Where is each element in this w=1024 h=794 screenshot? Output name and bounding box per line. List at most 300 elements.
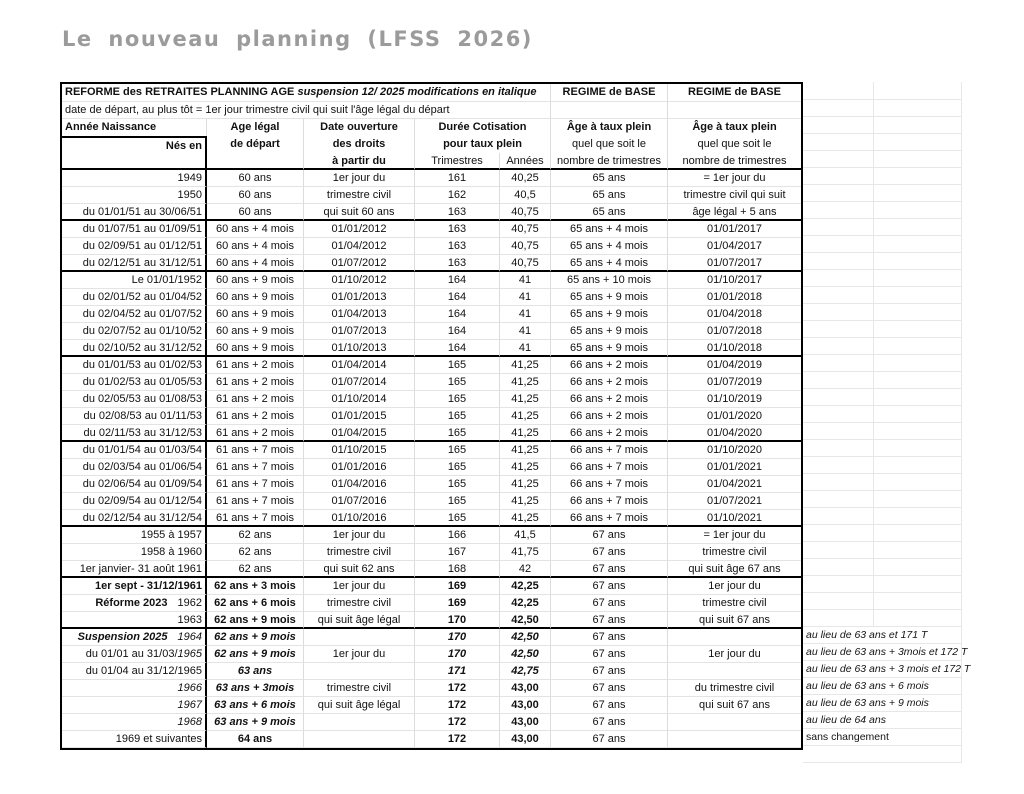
cell-age-taux-plein-base: 67 ans bbox=[551, 578, 668, 595]
cell-age-taux-plein-base: 66 ans + 2 mois bbox=[551, 391, 668, 408]
col-header-pour-taux-plein: pour taux plein bbox=[415, 136, 551, 153]
col-header-des-droits: des droits bbox=[304, 136, 415, 153]
cell-age-taux-plein-base: 65 ans bbox=[551, 204, 668, 221]
cell-date-ouverture: qui suit âge légal bbox=[304, 612, 415, 629]
table-row bbox=[62, 221, 801, 238]
cell-age-legal: 60 ans bbox=[207, 204, 304, 221]
table-row bbox=[62, 374, 801, 391]
cell-annees: 42,50 bbox=[500, 629, 551, 646]
planning-table bbox=[60, 82, 803, 750]
table-row bbox=[62, 340, 801, 357]
cell-age-legal: 60 ans + 9 mois bbox=[207, 323, 304, 340]
cell-date-ouverture: 01/01/2012 bbox=[304, 221, 415, 238]
cell-age-legal: 61 ans + 7 mois bbox=[207, 510, 304, 527]
cell-date-ouverture: 1er jour du bbox=[304, 170, 415, 187]
cell-naissance: Suspension 2025 1964 bbox=[62, 629, 207, 646]
cell-naissance: du 01/07/51 au 01/09/51 bbox=[62, 221, 207, 238]
cell-trimestres: 165 bbox=[415, 357, 500, 374]
cell-age-legal: 62 ans + 3 mois bbox=[207, 578, 304, 595]
cell-naissance: du 01/01/54 au 01/03/54 bbox=[62, 442, 207, 459]
col-header-date-ouverture: Date ouverture bbox=[304, 119, 415, 136]
cell-age-legal: 61 ans + 7 mois bbox=[207, 442, 304, 459]
cell-age-taux-plein-base: 66 ans + 2 mois bbox=[551, 425, 668, 442]
cell-age-legal: 63 ans + 6 mois bbox=[207, 697, 304, 714]
cell-naissance: 1969 et suivantes bbox=[62, 731, 207, 748]
cell-age-taux-plein-regime2 bbox=[668, 663, 801, 680]
cell-naissance: 1955 à 1957 bbox=[62, 527, 207, 544]
grid-row bbox=[803, 406, 962, 423]
cell-age-legal: 63 ans + 3mois bbox=[207, 680, 304, 697]
cell-date-ouverture: 01/07/2013 bbox=[304, 323, 415, 340]
table-row bbox=[62, 697, 801, 714]
table-row bbox=[62, 391, 801, 408]
cell-age-taux-plein-base: 66 ans + 2 mois bbox=[551, 374, 668, 391]
cell-naissance: du 01/04 au 31/12/1965 bbox=[62, 663, 207, 680]
cell-age-legal: 63 ans + 9 mois bbox=[207, 714, 304, 731]
regime-base-header-1: REGIME de BASE bbox=[551, 84, 668, 102]
cell-age-taux-plein-regime2: 01/07/2018 bbox=[668, 323, 801, 340]
cell-age-legal: 63 ans bbox=[207, 663, 304, 680]
cell-age-taux-plein-regime2: 01/01/2020 bbox=[668, 408, 801, 425]
cell-naissance: du 02/12/54 au 31/12/54 bbox=[62, 510, 207, 527]
cell-age-legal: 60 ans bbox=[207, 187, 304, 204]
table-header-row-4 bbox=[62, 136, 801, 153]
cell-age-taux-plein-base: 66 ans + 7 mois bbox=[551, 459, 668, 476]
cell-trimestres: 161 bbox=[415, 170, 500, 187]
grid-row bbox=[803, 372, 962, 389]
cell-age-taux-plein-regime2 bbox=[668, 731, 801, 748]
cell-date-ouverture: 1er jour du bbox=[304, 646, 415, 663]
cell-annees: 40,75 bbox=[500, 238, 551, 255]
table-row bbox=[62, 731, 801, 748]
grid-row bbox=[803, 440, 962, 457]
cell-age-legal: 62 ans bbox=[207, 544, 304, 561]
cell-trimestres: 164 bbox=[415, 289, 500, 306]
cell-age-taux-plein-base: 65 ans + 9 mois bbox=[551, 323, 668, 340]
cell-date-ouverture bbox=[304, 731, 415, 748]
table-row bbox=[62, 255, 801, 272]
cell-age-legal: 60 ans + 4 mois bbox=[207, 238, 304, 255]
table-row bbox=[62, 646, 801, 663]
cell-naissance: du 02/03/54 au 01/06/54 bbox=[62, 459, 207, 476]
cell-trimestres: 165 bbox=[415, 425, 500, 442]
cell-naissance: du 02/09/51 au 01/12/51 bbox=[62, 238, 207, 255]
cell-trimestres: 163 bbox=[415, 221, 500, 238]
cell-age-taux-plein-regime2: 01/04/2020 bbox=[668, 425, 801, 442]
table-subtitle: date de départ, au plus tôt = 1er jour trimestre civil qui suit l'âge légal du départ bbox=[62, 102, 551, 119]
cell-trimestres: 170 bbox=[415, 612, 500, 629]
cell-age-legal: 61 ans + 7 mois bbox=[207, 493, 304, 510]
cell-trimestres: 163 bbox=[415, 238, 500, 255]
cell-date-ouverture: 01/04/2015 bbox=[304, 425, 415, 442]
cell-trimestres: 167 bbox=[415, 544, 500, 561]
cell-date-ouverture: trimestre civil bbox=[304, 544, 415, 561]
cell-date-ouverture: 01/04/2012 bbox=[304, 238, 415, 255]
cell-age-taux-plein-regime2: 01/07/2017 bbox=[668, 255, 801, 272]
cell-age-taux-plein-base: 66 ans + 7 mois bbox=[551, 493, 668, 510]
grid-row bbox=[803, 746, 962, 763]
cell-annees: 41,25 bbox=[500, 493, 551, 510]
cell-naissance: du 02/11/53 au 31/12/53 bbox=[62, 425, 207, 442]
table-header-row-1 bbox=[62, 84, 801, 102]
cell-annees: 41,25 bbox=[500, 391, 551, 408]
cell-trimestres: 169 bbox=[415, 595, 500, 612]
cell-naissance: du 02/05/53 au 01/08/53 bbox=[62, 391, 207, 408]
cell-date-ouverture: trimestre civil bbox=[304, 680, 415, 697]
cell-annees: 41 bbox=[500, 272, 551, 289]
cell-age-taux-plein-regime2: qui suit 67 ans bbox=[668, 697, 801, 714]
cell-trimestres: 164 bbox=[415, 323, 500, 340]
table-row bbox=[62, 510, 801, 527]
grid-margin bbox=[803, 82, 971, 763]
cell-age-taux-plein-regime2: 01/10/2018 bbox=[668, 340, 801, 357]
cell-annees: 41 bbox=[500, 289, 551, 306]
cell-date-ouverture: 01/04/2014 bbox=[304, 357, 415, 374]
cell-age-taux-plein-regime2: 01/10/2019 bbox=[668, 391, 801, 408]
cell-age-taux-plein-base: 67 ans bbox=[551, 714, 668, 731]
col-header-age-taux-plein-1: Âge à taux plein bbox=[551, 119, 668, 136]
cell-age-legal: 62 ans + 9 mois bbox=[207, 646, 304, 663]
cell-age-legal: 61 ans + 2 mois bbox=[207, 357, 304, 374]
cell-annees: 43,00 bbox=[500, 731, 551, 748]
cell-trimestres: 166 bbox=[415, 527, 500, 544]
grid-row bbox=[803, 559, 962, 576]
grid-row bbox=[803, 236, 962, 253]
cell-age-taux-plein-base: 65 ans bbox=[551, 170, 668, 187]
cell-date-ouverture: 01/01/2013 bbox=[304, 289, 415, 306]
cell-age-taux-plein-regime2: = 1er jour du bbox=[668, 527, 801, 544]
cell-naissance: 1966 bbox=[62, 680, 207, 697]
cell-date-ouverture bbox=[304, 663, 415, 680]
cell-trimestres: 171 bbox=[415, 663, 500, 680]
grid-row bbox=[803, 151, 962, 168]
table-row bbox=[62, 323, 801, 340]
col-header-nes-en: Nés en bbox=[62, 136, 207, 153]
cell-age-taux-plein-base: 67 ans bbox=[551, 527, 668, 544]
cell-age-taux-plein-regime2: 01/04/2017 bbox=[668, 238, 801, 255]
cell-naissance: du 02/01/52 au 01/04/52 bbox=[62, 289, 207, 306]
empty-cell bbox=[207, 153, 304, 170]
cell-age-legal: 62 ans + 6 mois bbox=[207, 595, 304, 612]
cell-trimestres: 165 bbox=[415, 510, 500, 527]
table-row bbox=[62, 612, 801, 629]
col-header-nombre-trimestres-2: nombre de trimestres bbox=[668, 153, 801, 170]
table-row bbox=[62, 663, 801, 680]
cell-date-ouverture: 01/07/2014 bbox=[304, 374, 415, 391]
grid-row bbox=[803, 185, 962, 202]
cell-annees: 43,00 bbox=[500, 714, 551, 731]
cell-date-ouverture: 01/04/2016 bbox=[304, 476, 415, 493]
cell-annees: 41 bbox=[500, 340, 551, 357]
table-row bbox=[62, 578, 801, 595]
cell-age-legal: 62 ans + 9 mois bbox=[207, 629, 304, 646]
cell-date-ouverture: 01/01/2016 bbox=[304, 459, 415, 476]
cell-age-taux-plein-base: 65 ans + 4 mois bbox=[551, 221, 668, 238]
table-row bbox=[62, 476, 801, 493]
cell-annees: 42 bbox=[500, 561, 551, 578]
grid-row bbox=[803, 287, 962, 304]
table-row bbox=[62, 680, 801, 697]
cell-naissance: du 01/01 au 31/03/1965 bbox=[62, 646, 207, 663]
cell-trimestres: 165 bbox=[415, 374, 500, 391]
cell-naissance: du 01/01/53 au 01/02/53 bbox=[62, 357, 207, 374]
table-main-title-italic: suspension 12/ 2025 modifications en italique bbox=[297, 86, 537, 98]
table-row bbox=[62, 714, 801, 731]
annotation-note: au lieu de 63 ans et 171 T bbox=[803, 627, 962, 644]
grid-row bbox=[803, 100, 962, 117]
cell-date-ouverture: 01/10/2016 bbox=[304, 510, 415, 527]
cell-naissance: 1958 à 1960 bbox=[62, 544, 207, 561]
cell-age-taux-plein-base: 66 ans + 7 mois bbox=[551, 442, 668, 459]
cell-age-legal: 60 ans bbox=[207, 170, 304, 187]
table-row bbox=[62, 204, 801, 221]
cell-annees: 41,25 bbox=[500, 374, 551, 391]
cell-age-legal: 60 ans + 9 mois bbox=[207, 340, 304, 357]
cell-age-taux-plein-regime2: du trimestre civil bbox=[668, 680, 801, 697]
grid-row bbox=[803, 168, 962, 185]
cell-annees: 40,5 bbox=[500, 187, 551, 204]
cell-age-taux-plein-regime2: 01/07/2021 bbox=[668, 493, 801, 510]
cell-annees: 41 bbox=[500, 323, 551, 340]
grid-row bbox=[803, 270, 962, 287]
grid-row bbox=[803, 474, 962, 491]
cell-age-legal: 64 ans bbox=[207, 731, 304, 748]
cell-date-ouverture: 01/10/2013 bbox=[304, 340, 415, 357]
cell-naissance: du 02/08/53 au 01/11/53 bbox=[62, 408, 207, 425]
table-row bbox=[62, 170, 801, 187]
cell-annees: 43,00 bbox=[500, 680, 551, 697]
cell-annees: 42,75 bbox=[500, 663, 551, 680]
cell-age-legal: 60 ans + 9 mois bbox=[207, 289, 304, 306]
cell-trimestres: 163 bbox=[415, 255, 500, 272]
cell-trimestres: 162 bbox=[415, 187, 500, 204]
table-header-row-3 bbox=[62, 119, 801, 136]
grid-row bbox=[803, 610, 962, 627]
cell-annees: 40,75 bbox=[500, 204, 551, 221]
cell-age-taux-plein-regime2: 01/01/2021 bbox=[668, 459, 801, 476]
cell-age-legal: 61 ans + 2 mois bbox=[207, 408, 304, 425]
table-row bbox=[62, 561, 801, 578]
cell-age-taux-plein-regime2: 01/10/2021 bbox=[668, 510, 801, 527]
cell-age-taux-plein-regime2: = 1er jour du bbox=[668, 170, 801, 187]
cell-trimestres: 165 bbox=[415, 476, 500, 493]
cell-naissance: du 02/12/51 au 31/12/51 bbox=[62, 255, 207, 272]
cell-age-taux-plein-regime2: 01/04/2019 bbox=[668, 357, 801, 374]
cell-age-taux-plein-regime2: 01/01/2018 bbox=[668, 289, 801, 306]
cell-age-legal: 61 ans + 7 mois bbox=[207, 459, 304, 476]
cell-annees: 41 bbox=[500, 306, 551, 323]
cell-annees: 41,25 bbox=[500, 357, 551, 374]
cell-age-taux-plein-base: 67 ans bbox=[551, 544, 668, 561]
cell-date-ouverture: 01/10/2014 bbox=[304, 391, 415, 408]
cell-age-taux-plein-regime2: 01/01/2017 bbox=[668, 221, 801, 238]
annotation-note: au lieu de 63 ans + 6 mois bbox=[803, 678, 962, 695]
cell-naissance: 1949 bbox=[62, 170, 207, 187]
table-row bbox=[62, 544, 801, 561]
cell-age-taux-plein-regime2: 01/04/2021 bbox=[668, 476, 801, 493]
cell-trimestres: 165 bbox=[415, 408, 500, 425]
annotation-note: au lieu de 63 ans + 3mois et 172 T bbox=[803, 644, 962, 661]
col-header-trimestres: Trimestres bbox=[415, 153, 500, 170]
cell-trimestres: 165 bbox=[415, 459, 500, 476]
cell-date-ouverture: trimestre civil bbox=[304, 187, 415, 204]
cell-annees: 41,25 bbox=[500, 476, 551, 493]
cell-age-legal: 62 ans bbox=[207, 561, 304, 578]
cell-naissance: du 02/10/52 au 31/12/52 bbox=[62, 340, 207, 357]
grid-row bbox=[803, 355, 962, 372]
cell-date-ouverture: 01/07/2016 bbox=[304, 493, 415, 510]
grid-row bbox=[803, 542, 962, 559]
col-header-de-depart: de départ bbox=[207, 136, 304, 153]
cell-age-taux-plein-regime2: trimestre civil bbox=[668, 544, 801, 561]
cell-age-taux-plein-base: 65 ans + 9 mois bbox=[551, 340, 668, 357]
cell-naissance: du 02/04/52 au 01/07/52 bbox=[62, 306, 207, 323]
cell-age-taux-plein-base: 65 ans + 10 mois bbox=[551, 272, 668, 289]
grid-row bbox=[803, 593, 962, 610]
grid-row bbox=[803, 321, 962, 338]
table-row bbox=[62, 442, 801, 459]
cell-annees: 42,25 bbox=[500, 595, 551, 612]
cell-annees: 41,25 bbox=[500, 408, 551, 425]
table-header-row-5 bbox=[62, 153, 801, 170]
cell-naissance: du 02/09/54 au 01/12/54 bbox=[62, 493, 207, 510]
cell-naissance: du 02/06/54 au 01/09/54 bbox=[62, 476, 207, 493]
cell-date-ouverture bbox=[304, 714, 415, 731]
cell-age-taux-plein-regime2: qui suit âge 67 ans bbox=[668, 561, 801, 578]
cell-age-taux-plein-base: 66 ans + 7 mois bbox=[551, 476, 668, 493]
table-main-title bbox=[62, 84, 551, 102]
col-header-duree-cotisation: Durée Cotisation bbox=[415, 119, 551, 136]
cell-trimestres: 170 bbox=[415, 646, 500, 663]
cell-trimestres: 165 bbox=[415, 442, 500, 459]
cell-naissance: Réforme 2023 1962 bbox=[62, 595, 207, 612]
cell-naissance: 1950 bbox=[62, 187, 207, 204]
cell-date-ouverture: 01/01/2015 bbox=[304, 408, 415, 425]
table-main-title-text: REFORME des RETRAITES PLANNING AGE bbox=[65, 86, 295, 98]
cell-age-taux-plein-base: 67 ans bbox=[551, 646, 668, 663]
cell-age-legal: 61 ans + 7 mois bbox=[207, 476, 304, 493]
annotation-note: au lieu de 63 ans + 9 mois bbox=[803, 695, 962, 712]
cell-naissance: Le 01/01/1952 bbox=[62, 272, 207, 289]
cell-annees: 42,25 bbox=[500, 578, 551, 595]
table-header-row-2 bbox=[62, 102, 801, 119]
cell-annees: 41,25 bbox=[500, 459, 551, 476]
col-header-nombre-trimestres-1: nombre de trimestres bbox=[551, 153, 668, 170]
empty-cell bbox=[668, 102, 801, 119]
cell-date-ouverture: 01/10/2015 bbox=[304, 442, 415, 459]
cell-trimestres: 172 bbox=[415, 731, 500, 748]
cell-trimestres: 172 bbox=[415, 714, 500, 731]
cell-age-taux-plein-regime2 bbox=[668, 629, 801, 646]
table-row bbox=[62, 357, 801, 374]
table-row bbox=[62, 289, 801, 306]
cell-age-taux-plein-base: 67 ans bbox=[551, 612, 668, 629]
cell-age-taux-plein-base: 67 ans bbox=[551, 680, 668, 697]
cell-age-taux-plein-base: 67 ans bbox=[551, 697, 668, 714]
cell-trimestres: 165 bbox=[415, 391, 500, 408]
grid-row bbox=[803, 338, 962, 355]
cell-naissance: 1967 bbox=[62, 697, 207, 714]
cell-age-taux-plein-regime2: 1er jour du bbox=[668, 646, 801, 663]
cell-age-legal: 60 ans + 9 mois bbox=[207, 272, 304, 289]
cell-trimestres: 164 bbox=[415, 272, 500, 289]
cell-date-ouverture: qui suit âge légal bbox=[304, 697, 415, 714]
table-row bbox=[62, 595, 801, 612]
cell-age-taux-plein-base: 67 ans bbox=[551, 595, 668, 612]
cell-trimestres: 165 bbox=[415, 493, 500, 510]
cell-trimestres: 164 bbox=[415, 340, 500, 357]
cell-date-ouverture: qui suit 62 ans bbox=[304, 561, 415, 578]
grid-row bbox=[803, 304, 962, 321]
annotation-note: au lieu de 64 ans bbox=[803, 712, 962, 729]
cell-date-ouverture bbox=[304, 629, 415, 646]
grid-row bbox=[803, 202, 962, 219]
grid-row bbox=[803, 525, 962, 542]
cell-age-legal: 61 ans + 2 mois bbox=[207, 425, 304, 442]
cell-naissance: 1er sept - 31/12/1961 bbox=[62, 578, 207, 595]
col-header-age-legal: Age légal bbox=[207, 119, 304, 136]
table-row bbox=[62, 527, 801, 544]
cell-date-ouverture: qui suit 60 ans bbox=[304, 204, 415, 221]
grid-row bbox=[803, 389, 962, 406]
cell-age-taux-plein-base: 67 ans bbox=[551, 663, 668, 680]
cell-age-legal: 61 ans + 2 mois bbox=[207, 391, 304, 408]
empty-cell bbox=[551, 102, 668, 119]
cell-naissance: du 01/02/53 au 01/05/53 bbox=[62, 374, 207, 391]
cell-age-legal: 60 ans + 4 mois bbox=[207, 221, 304, 238]
cell-date-ouverture: 01/04/2013 bbox=[304, 306, 415, 323]
cell-age-taux-plein-base: 66 ans + 2 mois bbox=[551, 408, 668, 425]
cell-trimestres: 169 bbox=[415, 578, 500, 595]
cell-annees: 40,75 bbox=[500, 255, 551, 272]
cell-age-legal: 60 ans + 9 mois bbox=[207, 306, 304, 323]
grid-row bbox=[803, 491, 962, 508]
col-header-quel-que-soit-1: quel que soit le bbox=[551, 136, 668, 153]
table-row bbox=[62, 425, 801, 442]
table-row bbox=[62, 408, 801, 425]
table-row bbox=[62, 493, 801, 510]
cell-annees: 41,75 bbox=[500, 544, 551, 561]
grid-row bbox=[803, 508, 962, 525]
col-header-annee-naissance: Année Naissance bbox=[62, 119, 207, 136]
cell-naissance: du 02/07/52 au 01/10/52 bbox=[62, 323, 207, 340]
table-row bbox=[62, 306, 801, 323]
cell-naissance: du 01/01/51 au 30/06/51 bbox=[62, 204, 207, 221]
grid-row bbox=[803, 117, 962, 134]
col-header-a-partir-du: à partir du bbox=[304, 153, 415, 170]
annotation-note: sans changement bbox=[803, 729, 962, 746]
grid-row bbox=[803, 423, 962, 440]
cell-date-ouverture: 01/10/2012 bbox=[304, 272, 415, 289]
cell-age-taux-plein-regime2 bbox=[668, 714, 801, 731]
cell-age-taux-plein-base: 65 ans + 9 mois bbox=[551, 306, 668, 323]
cell-age-taux-plein-regime2: 01/10/2020 bbox=[668, 442, 801, 459]
cell-age-taux-plein-base: 65 ans + 4 mois bbox=[551, 238, 668, 255]
empty-cell bbox=[62, 153, 207, 170]
table-row bbox=[62, 459, 801, 476]
cell-age-taux-plein-base: 65 ans + 4 mois bbox=[551, 255, 668, 272]
col-header-annees: Années bbox=[500, 153, 551, 170]
cell-age-taux-plein-regime2: âge légal + 5 ans bbox=[668, 204, 801, 221]
table-row bbox=[62, 187, 801, 204]
page-title: Le nouveau planning (LFSS 2026) bbox=[62, 27, 533, 51]
grid-row bbox=[803, 82, 962, 100]
cell-age-taux-plein-regime2: 1er jour du bbox=[668, 578, 801, 595]
cell-age-taux-plein-base: 67 ans bbox=[551, 629, 668, 646]
cell-age-legal: 60 ans + 4 mois bbox=[207, 255, 304, 272]
col-header-quel-que-soit-2: quel que soit le bbox=[697, 138, 772, 150]
table-body bbox=[62, 170, 801, 748]
